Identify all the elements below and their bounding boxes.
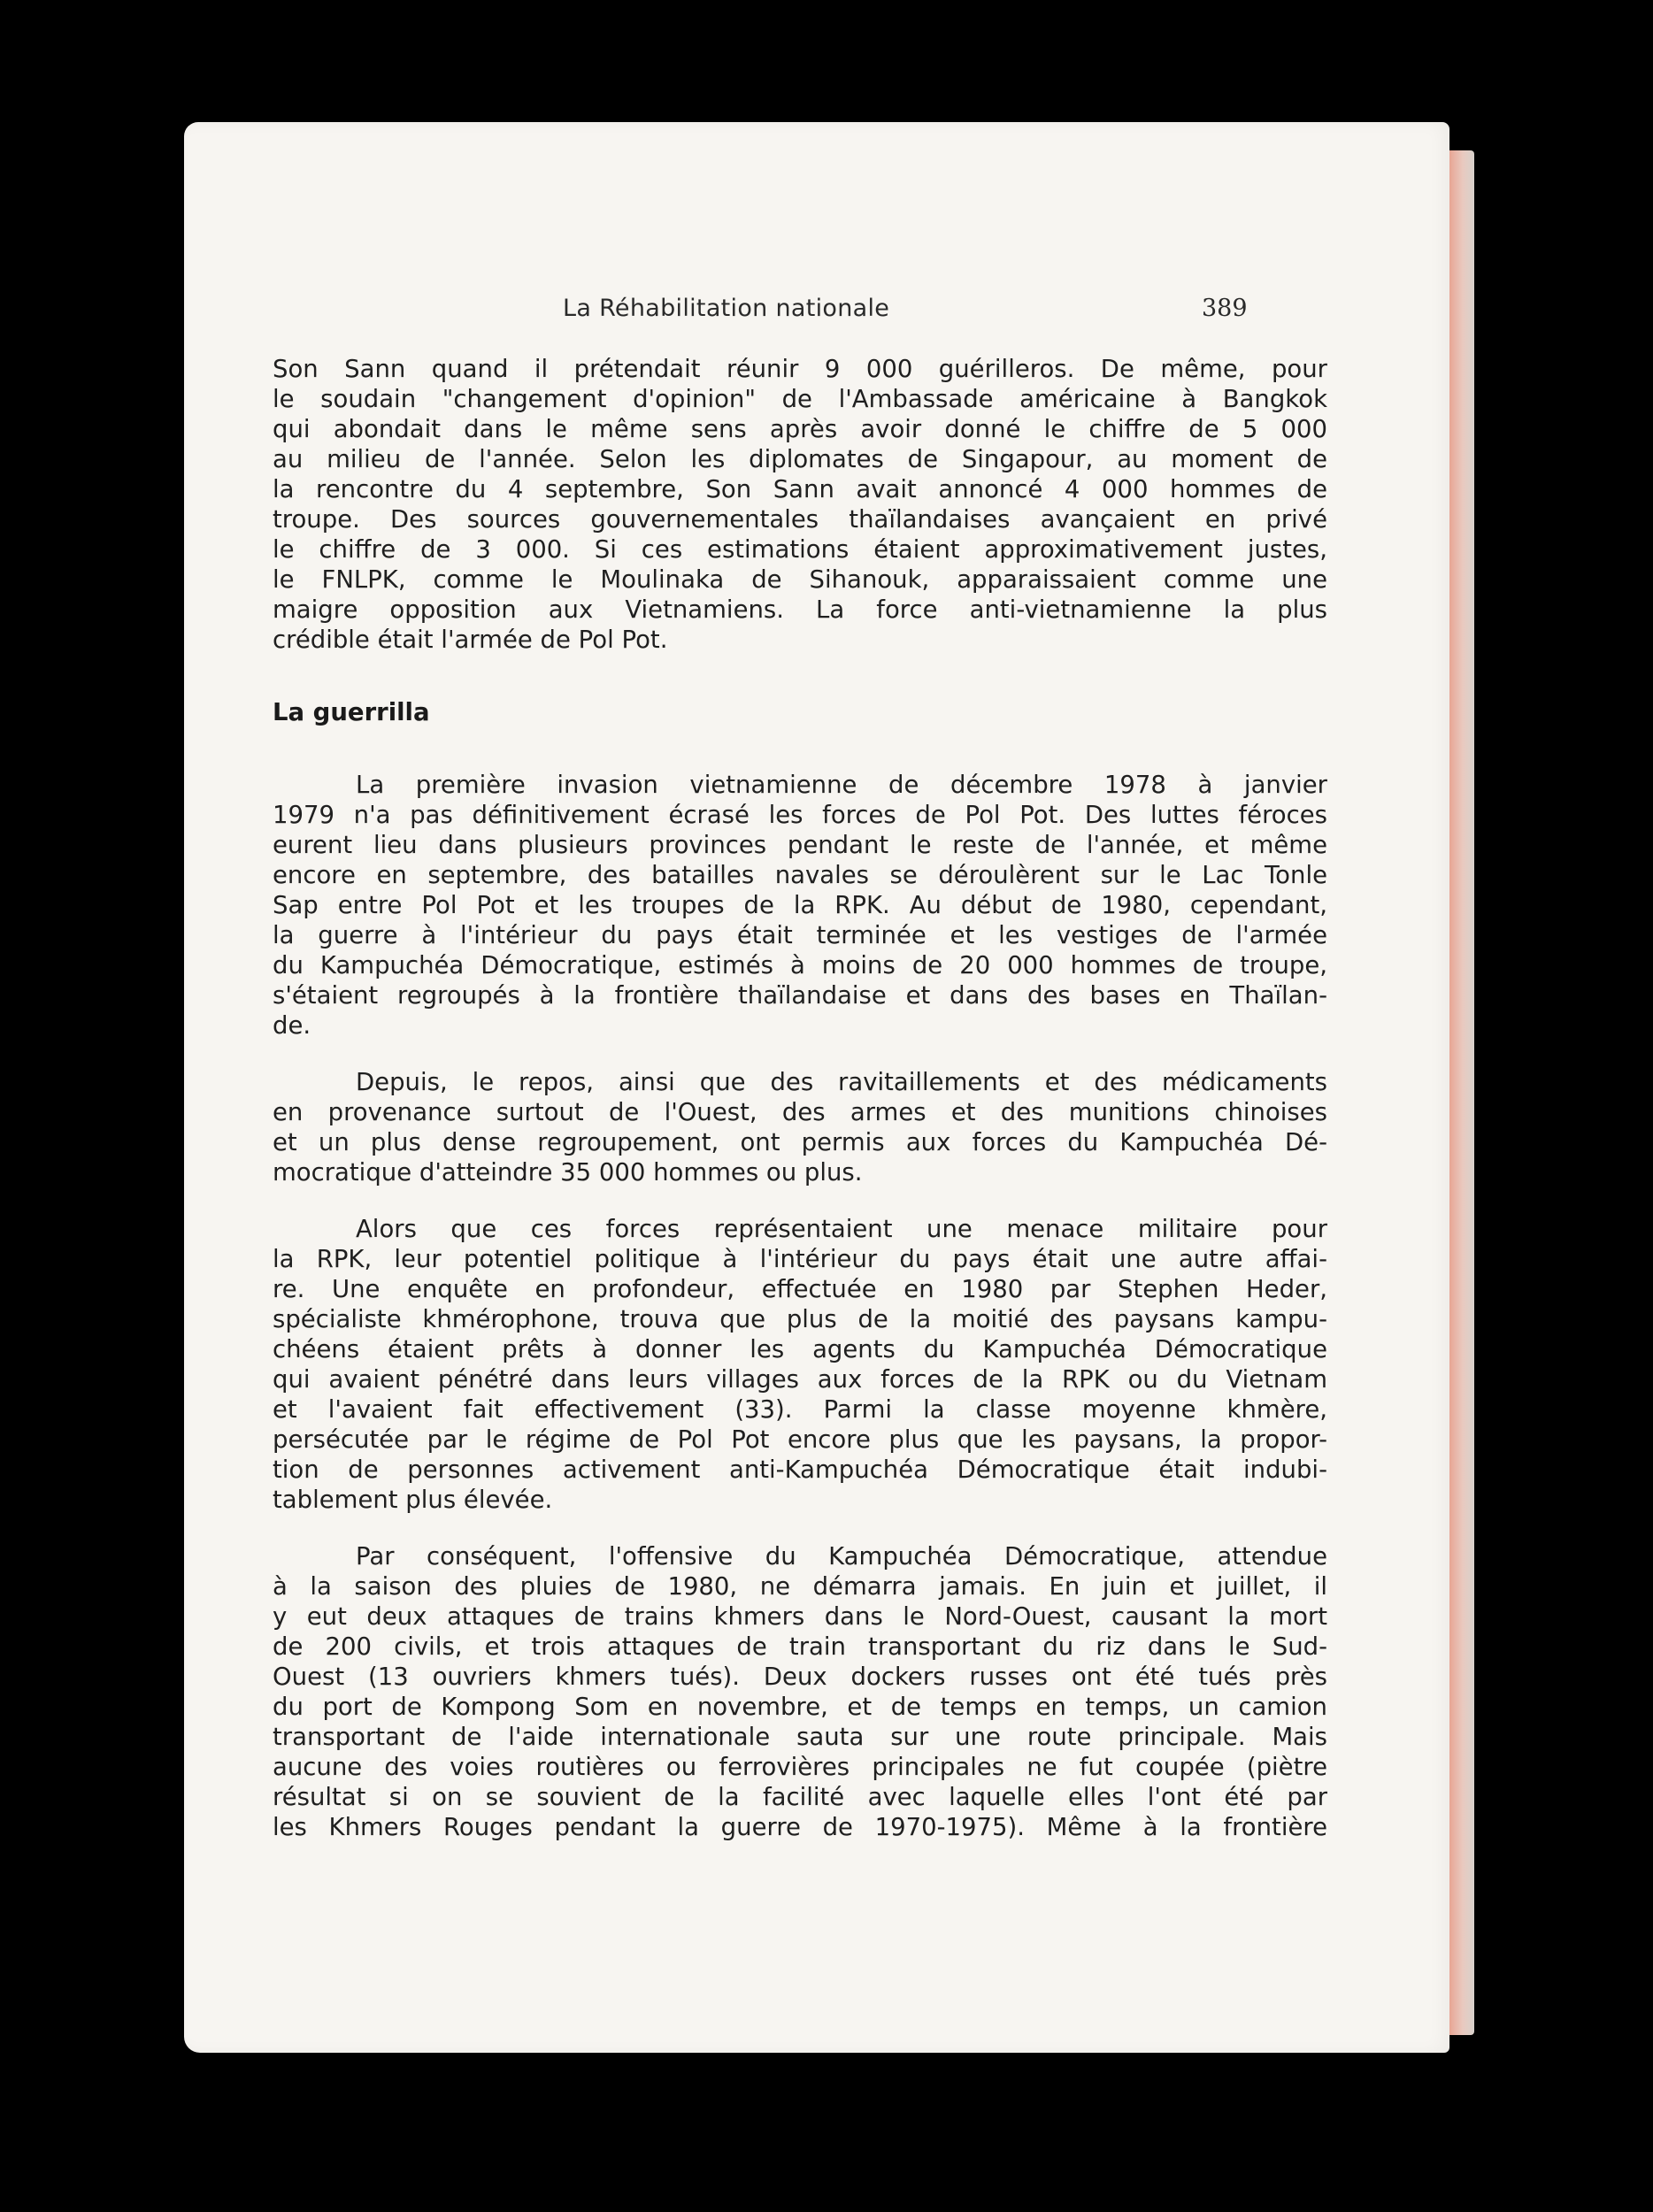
text-line: encore en septembre, des batailles navales se déroulèrent sur le Lac Tonle [273,861,1327,889]
text-line: et un plus dense regroupement, ont permis aux forces du Kampuchéa Dé- [273,1128,1327,1156]
text-line: de. [273,1011,311,1040]
text-line: le chiffre de 3 000. Si ces estimations étaient approximativement justes, [273,535,1327,564]
text-line: du Kampuchéa Démocratique, estimés à moins de 20 000 hommes de troupe, [273,951,1327,979]
text-line: la rencontre du 4 septembre, Son Sann avait annoncé 4 000 hommes de [273,475,1327,503]
text-line: les Khmers Rouges pendant la guerre de 1970-1975). Même à la frontière [273,1813,1327,1841]
text-line: qui abondait dans le même sens après avoir donné le chiffre de 5 000 [273,415,1327,443]
text-line: au milieu de l'année. Selon les diplomates de Singapour, au moment de [273,445,1327,473]
text-line: eurent lieu dans plusieurs provinces pendant le reste de l'année, et même [273,831,1327,859]
text-line: Par conséquent, l'offensive du Kampuchéa Démocratique, attendue [356,1542,1327,1571]
text-line: re. Une enquête en profondeur, effectuée en 1980 par Stephen Heder, [273,1275,1327,1303]
text-line: la RPK, leur potentiel politique à l'intérieur du pays était une autre affai- [273,1245,1327,1273]
book-page [184,122,1449,2053]
text-line: Son Sann quand il prétendait réunir 9 000 guérilleros. De même, pour [273,355,1327,383]
text-line: de 200 civils, et trois attaques de train transportant du riz dans le Sud- [273,1632,1327,1661]
body-text [273,354,1327,1842]
text-line: le FNLPK, comme le Moulinaka de Sihanouk, apparaissaient comme une [273,565,1327,594]
paragraph-2 [273,770,1327,1041]
section-heading: La guerrilla [273,698,430,726]
text-line: tion de personnes activement anti-Kampuchéa Démocratique était indubi- [273,1455,1327,1484]
text-line: persécutée par le régime de Pol Pot encore plus que les paysans, la propor- [273,1425,1327,1454]
text-line: 1979 n'a pas définitivement écrasé les forces de Pol Pot. Des luttes féroces [273,801,1327,829]
text-line: troupe. Des sources gouvernementales thaïlandaises avançaient en privé [273,505,1327,534]
paragraph-5 [273,1541,1327,1842]
text-line: du port de Kompong Som en novembre, et de temps en temps, un camion [273,1693,1327,1721]
page-number: 389 [1202,295,1248,322]
text-line: et l'avaient fait effectivement (33). Parmi la classe moyenne khmère, [273,1395,1327,1424]
text-line: chéens étaient prêts à donner les agents du Kampuchéa Démocratique [273,1335,1327,1363]
text-line: Ouest (13 ouvriers khmers tués). Deux dockers russes ont été tués près [273,1663,1327,1691]
paragraph-4 [273,1214,1327,1515]
paragraph-1 [273,354,1327,655]
text-line: la guerre à l'intérieur du pays était terminée et les vestiges de l'armée [273,921,1327,949]
text-line: s'étaient regroupés à la frontière thaïlandaise et dans des bases en Thaïlan- [273,981,1327,1010]
text-line: maigre opposition aux Vietnamiens. La force anti-vietnamienne la plus [273,595,1327,624]
text-line: à la saison des pluies de 1980, ne démarra jamais. En juin et juillet, il [273,1572,1327,1601]
text-line: tablement plus élevée. [273,1486,553,1514]
paragraph-3 [273,1067,1327,1187]
text-line: Alors que ces forces représentaient une menace militaire pour [356,1215,1327,1243]
text-line: transportant de l'aide internationale sauta sur une route principale. Mais [273,1723,1327,1751]
page-header [184,295,1449,330]
text-line: le soudain "changement d'opinion" de l'Ambassade américaine à Bangkok [273,385,1327,413]
text-line: résultat si on se souvient de la facilité avec laquelle elles l'ont été par [273,1783,1327,1811]
text-line: y eut deux attaques de trains khmers dans le Nord-Ouest, causant la mort [273,1602,1327,1631]
text-line: aucune des voies routières ou ferrovières principales ne fut coupée (piètre [273,1753,1327,1781]
text-line: Depuis, le repos, ainsi que des ravitaillements et des médicaments [356,1068,1327,1096]
running-title: La Réhabilitation nationale [563,295,890,322]
text-line: spécialiste khmérophone, trouva que plus de la moitié des paysans kampu- [273,1305,1327,1333]
text-line: mocratique d'atteindre 35 000 hommes ou plus. [273,1158,863,1187]
text-line: Sap entre Pol Pot et les troupes de la RPK. Au début de 1980, cependant, [273,891,1327,919]
text-line: La première invasion vietnamienne de décembre 1978 à janvier [356,771,1327,799]
text-line: en provenance surtout de l'Ouest, des armes et des munitions chinoises [273,1098,1327,1126]
text-line: crédible était l'armée de Pol Pot. [273,626,668,654]
text-line: qui avaient pénétré dans leurs villages aux forces de la RPK ou du Vietnam [273,1365,1327,1394]
